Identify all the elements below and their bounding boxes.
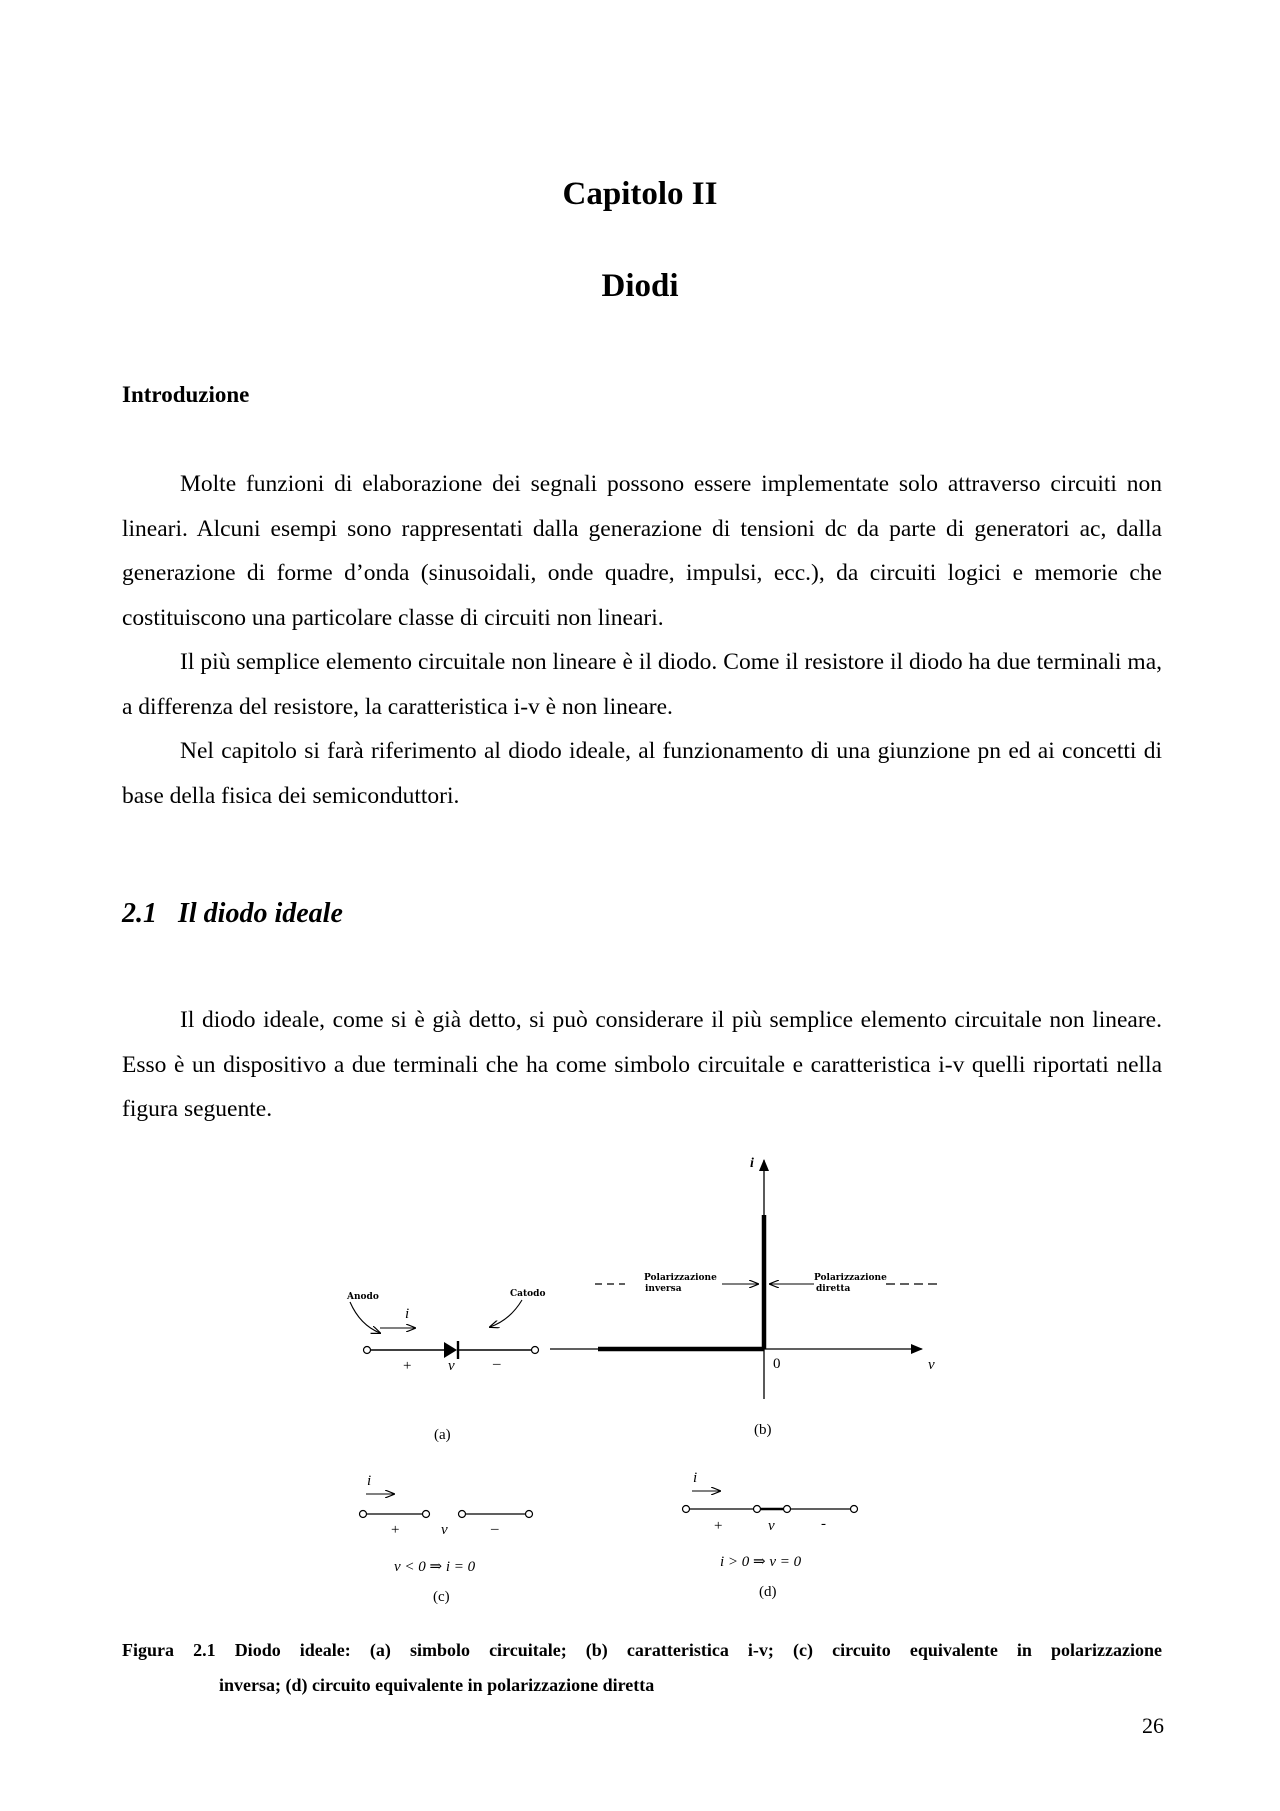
panel-a-diode-symbol [350, 1300, 539, 1359]
plus-label-c: + [391, 1522, 400, 1538]
figure-caption [122, 1633, 1162, 1703]
intro-paragraph-2: Il più semplice elemento circuitale non lineare è il diodo. Come il resistore il diodo ha due terminali ma, a differenza del resistore, la caratteristica i-v è non lineare. [122, 649, 1162, 720]
voltage-label-d: v [768, 1518, 775, 1534]
panel-c-tag: (c) [433, 1589, 450, 1605]
cathode-pointer-arrow [490, 1300, 522, 1327]
section-2-1-paragraph: Il diodo ideale, come si è già detto, si può considerare il più semplice elemento circuitale non lineare. Esso è un dispositivo a due terminali che ha come simbolo circuitale e caratteristica i-v quelli riportati nella figura seguente. [122, 1007, 1162, 1122]
minus-label-a: – [493, 1356, 501, 1372]
minus-label-d: - [821, 1516, 826, 1532]
section-2-1-body [122, 998, 1162, 1132]
current-label-a: i [405, 1306, 410, 1322]
minus-label-c: – [491, 1521, 499, 1537]
intro-paragraph-3: Nel capitolo si farà riferimento al diodo ideale, al funzionamento di una giunzione pn ed ai concetti di base della fisica dei semiconduttori. [122, 738, 1162, 809]
origin-label: 0 [773, 1356, 781, 1372]
current-label-c: i [367, 1473, 372, 1489]
introduction-body [122, 462, 1162, 818]
diode-triangle [444, 1342, 457, 1358]
v-axis-label: v [928, 1357, 935, 1373]
cathode-terminal [532, 1347, 539, 1354]
i-axis-label: i [750, 1156, 754, 1171]
plus-label-d: + [714, 1518, 723, 1534]
panel-b-tag: (b) [754, 1422, 772, 1438]
section-number: 2.1 [122, 898, 157, 929]
anode-terminal [364, 1347, 371, 1354]
chapter-title: Capitolo II [562, 176, 718, 212]
anode-pointer-arrow [350, 1302, 380, 1333]
forward-bias-label-line1: Polarizzazione [814, 1273, 887, 1283]
forward-bias-label-line2: diretta [816, 1284, 851, 1294]
condition-label-c: v < 0 ⇒ i = 0 [394, 1559, 476, 1575]
section-title: Il diodo ideale [178, 898, 343, 929]
plus-label-a: + [403, 1358, 412, 1374]
figure-drawing [330, 1155, 970, 1615]
page-number: 26 [1142, 1713, 1164, 1738]
current-label-d: i [693, 1470, 698, 1486]
voltage-label-c: v [441, 1522, 448, 1538]
panel-d-short-circuit [683, 1491, 858, 1513]
panel-d-tag: (d) [759, 1584, 777, 1600]
cathode-label: Catodo [510, 1289, 546, 1299]
chapter-subtitle: Diodi [601, 268, 679, 304]
reverse-bias-label-line2: inversa [645, 1284, 682, 1294]
condition-label-d: i > 0 ⇒ v = 0 [720, 1554, 802, 1570]
figure-caption-line2: inversa; (d) circuito equivalente in polarizzazione diretta [219, 1675, 655, 1695]
voltage-label-a: v [448, 1358, 455, 1374]
panel-a-tag: (a) [434, 1427, 451, 1443]
introduction-heading: Introduzione [122, 382, 250, 407]
figure-caption-line1: Figura 2.1 Diodo ideale: (a) simbolo circuitale; (b) caratteristica i-v; (c) circuito equivalente in polarizzazione [122, 1640, 1162, 1660]
reverse-bias-label-line1: Polarizzazione [644, 1273, 717, 1283]
figure-2-1 [330, 1155, 970, 1615]
anode-label: Anodo [347, 1292, 379, 1302]
panel-c-open-circuit [360, 1494, 533, 1518]
section-heading-2-1 [122, 898, 343, 930]
intro-paragraph-1: Molte funzioni di elaborazione dei segnali possono essere implementate solo attraverso circuiti non lineari. Alcuni esempi sono rappresentati dalla generazione di tensioni dc da parte di generatori ac, dalla generazione di forme d’onda (sinusoidali, onde quadre, impulsi, ecc.), da circuiti logici e memorie che costituiscono una particolare classe di circuiti non lineari. [122, 471, 1162, 631]
